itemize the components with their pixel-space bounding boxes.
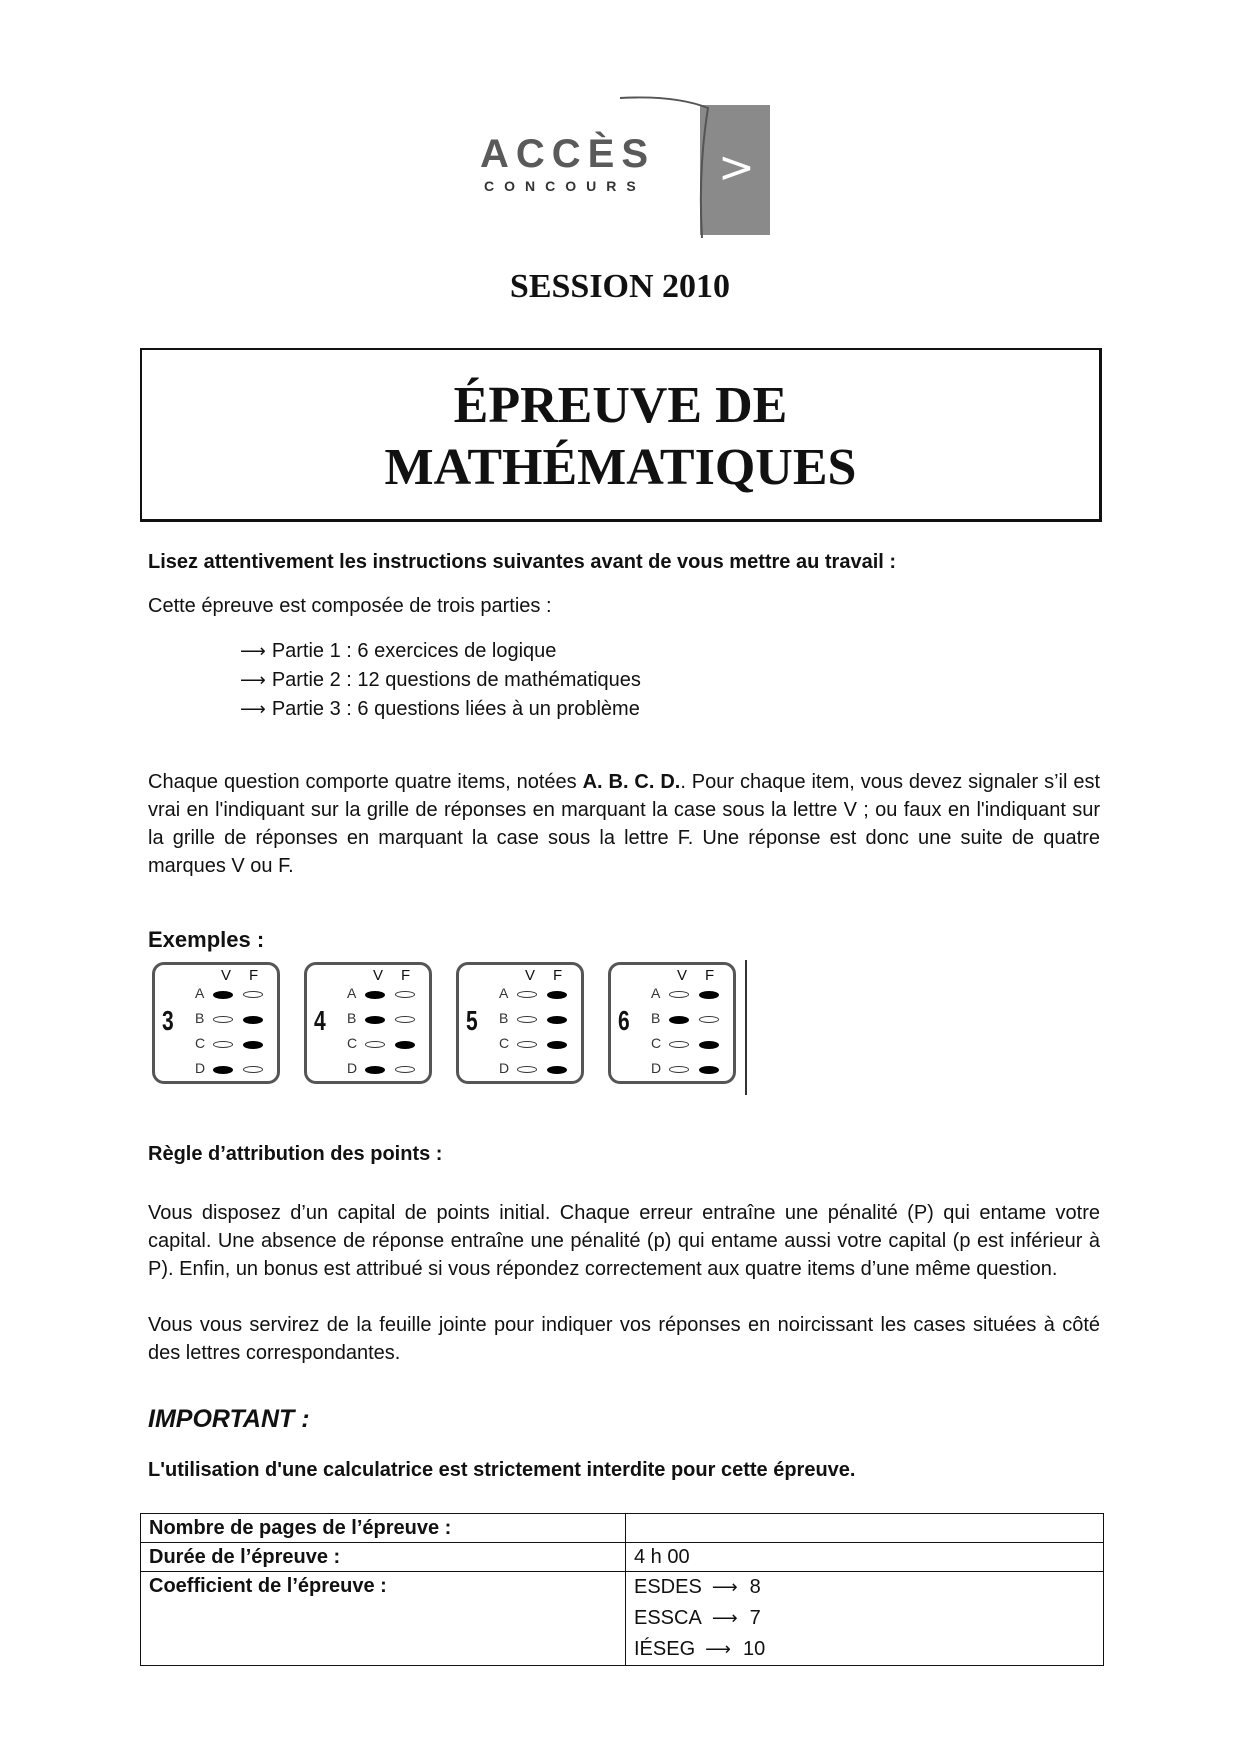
title-box [140,348,1102,522]
grid-mark-empty [395,1016,415,1023]
logo-arrow-icon: > [718,142,755,193]
grid-mark-empty [517,1016,537,1023]
arrow-right-icon: ⟶ [240,641,266,662]
example-grid [456,962,584,1084]
grid-col-f: F [553,967,563,984]
grid-mark-filled [213,991,233,999]
duration-value: 4 h 00 [626,1543,1104,1572]
title-line-2: MATHÉMATIQUES [384,439,857,496]
table-row [141,1543,1104,1572]
session-heading: SESSION 2010 [509,268,731,305]
grid-item-letter: C [347,1035,358,1051]
grid-item-letter: A [195,985,205,1001]
grid-mark-filled [365,991,385,999]
grid-col-v: V [373,967,384,984]
grid-item-letter: D [195,1060,206,1076]
coef-line: IÉSEG ⟶ 10 [634,1638,766,1660]
grid-col-v: V [525,967,536,984]
grid-mark-filled [547,991,567,999]
grid-mark-empty [669,1041,689,1048]
coef-line: ESDES ⟶ 8 [634,1576,761,1598]
grid-mark-filled [547,1016,567,1024]
example-grid [152,962,280,1084]
pages-value [626,1514,1104,1543]
grid-mark-filled [395,1041,415,1049]
grid-mark-empty [517,991,537,998]
grid-item-letter: A [499,985,509,1001]
grid-item-letter: C [499,1035,510,1051]
important-heading: IMPORTANT : [148,1405,310,1433]
part-item: ⟶ Partie 1 : 6 exercices de logique [240,640,557,662]
calculator-note: L'utilisation d'une calculatrice est strictement interdite pour cette épreuve. [148,1459,856,1481]
grid-question-number: 5 [466,1005,478,1036]
grid-item-letter: A [651,985,661,1001]
arrow-right-icon: ⟶ [711,1577,738,1598]
rule-paragraph-1: Vous disposez d’un capital de points initial. Chaque erreur entraîne une pénalité (P) qui entame votre capital. Une absence de réponse entraîne une pénalité (p) qui entame aussi votre capital (p est inférieur à P). Enfin, un bonus est attribué si vous répondez correctement aux quatre items d’une même question. [148,1202,1100,1280]
grid-mark-filled [213,1066,233,1074]
grid-mark-empty [517,1041,537,1048]
coef-label: Coefficient de l’épreuve : [141,1572,626,1666]
exam-info-table [140,1513,1104,1666]
grid-mark-empty [395,1066,415,1073]
part-item: ⟶ Partie 3 : 6 questions liées à un problème [240,698,640,720]
grid-col-f: F [705,967,715,984]
pages-label: Nombre de pages de l’épreuve : [141,1514,626,1543]
question-paragraph: Chaque question comporte quatre items, notées A. B. C. D.. Pour chaque item, vous devez signaler s’il est vrai en l'indiquant sur la grille de réponses en marquant la case sous la lettre V ; ou faux en l'indiquant sur la grille de réponses en marquant la case sous la lettre F. Une réponse est donc une suite de quatre marques V ou F. [148,771,1101,877]
grid-item-letter: C [195,1035,206,1051]
grid-item-letter: D [651,1060,662,1076]
grid-mark-filled [699,1066,719,1074]
rule-heading: Règle d’attribution des points : [148,1143,443,1165]
example-grid [608,962,736,1084]
grid-col-v: V [677,967,688,984]
grid-item-letter: D [347,1060,358,1076]
grid-mark-filled [547,1041,567,1049]
arrow-right-icon: ⟶ [240,670,266,691]
grid-mark-empty [517,1066,537,1073]
coef-line: ESSCA ⟶ 7 [634,1607,761,1629]
grid-mark-filled [243,1041,263,1049]
example-grid [304,962,432,1084]
logo-acces-text: ACCÈS [480,132,656,176]
grid-mark-empty [213,1016,233,1023]
grid-mark-filled [365,1016,385,1024]
grid-question-number: 3 [162,1005,174,1036]
grid-mark-empty [395,991,415,998]
divider [745,960,747,1095]
examples-label: Exemples : [148,927,265,952]
grid-mark-empty [243,1066,263,1073]
arrow-right-icon: ⟶ [240,699,266,720]
logo-concours-text: CONCOURS [484,178,646,194]
grid-mark-empty [699,1016,719,1023]
rule-paragraph-2: Vous vous servirez de la feuille jointe pour indiquer vos réponses en noircissant les cases situées à côté des lettres correspondantes. [148,1314,1100,1364]
instructions-heading: Lisez attentivement les instructions suivantes avant de vous mettre au travail : [148,551,897,573]
grid-item-letter: C [651,1035,662,1051]
grid-item-letter: B [347,1010,357,1026]
table-row [141,1514,1104,1543]
duration-label: Durée de l’épreuve : [141,1543,626,1572]
arrow-right-icon: ⟶ [711,1608,738,1629]
grid-mark-filled [699,991,719,999]
grid-question-number: 6 [618,1005,630,1036]
grid-mark-filled [669,1016,689,1024]
grid-question-number: 4 [314,1005,326,1036]
grid-item-letter: A [347,985,357,1001]
grid-mark-empty [365,1041,385,1048]
intro-text: Cette épreuve est composée de trois parties : [148,595,552,617]
acces-concours-logo [470,90,770,240]
grid-item-letter: B [195,1010,205,1026]
part-item: ⟶ Partie 2 : 12 questions de mathématiques [240,669,641,691]
grid-mark-empty [669,1066,689,1073]
grid-mark-filled [243,1016,263,1024]
coef-values [626,1572,1104,1666]
grid-item-letter: B [651,1010,661,1026]
grid-mark-empty [213,1041,233,1048]
grid-item-letter: B [499,1010,509,1026]
grid-col-v: V [221,967,232,984]
grid-col-f: F [249,967,259,984]
grid-mark-empty [243,991,263,998]
grid-mark-filled [547,1066,567,1074]
arrow-right-icon: ⟶ [705,1639,731,1660]
grid-mark-filled [699,1041,719,1049]
grid-item-letter: D [499,1060,510,1076]
table-row [141,1572,1104,1666]
grid-mark-empty [669,991,689,998]
grid-col-f: F [401,967,411,984]
grid-mark-filled [365,1066,385,1074]
title-line-1: ÉPREUVE DE [453,377,788,434]
